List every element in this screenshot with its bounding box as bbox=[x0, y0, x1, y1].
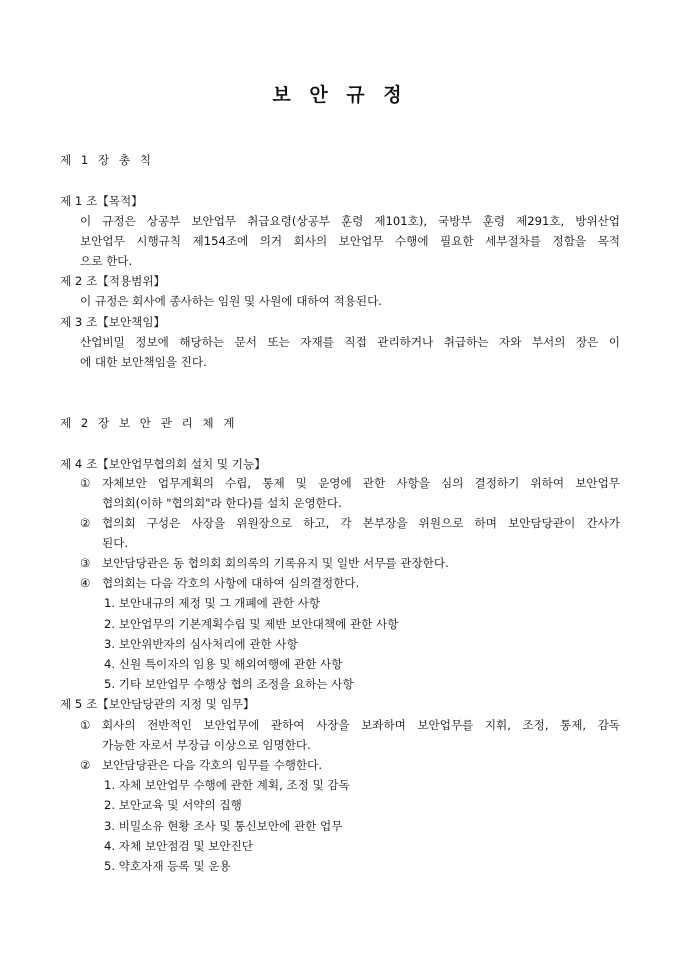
article-5-item-1-line: 회사의 전반적인 보안업무에 관하여 사장을 보좌하며 보안업무를 지휘, 조정, 통제, 감독 bbox=[102, 718, 620, 732]
article-1-line: 보안업무 시행규칙 제154조에 의거 회사의 보안업무 수행에 필요한 세부절차를 정함을 목적 bbox=[80, 234, 620, 248]
article-4-item-3-line: 보안담당관은 동 협의회 회의록의 기록유지 및 일반 서무를 관장한다. bbox=[102, 556, 449, 570]
article-4-item-4-number: ④ bbox=[80, 576, 91, 590]
article-3-line: 산업비밀 정보에 해당하는 문서 또는 자재를 직접 관리하거나 취급하는 자와 부서의 장은 이 bbox=[80, 335, 620, 349]
article-1-line: 으로 한다. bbox=[80, 254, 133, 268]
article-4-subitem: 2. 보안업무의 기본계획수립 및 제반 보안대책에 관한 사항 bbox=[104, 617, 399, 631]
article-4-item-4-line: 협의회는 다음 각호의 사항에 대하여 심의결정한다. bbox=[102, 576, 360, 590]
page-title: 보 안 규 정 bbox=[272, 84, 408, 106]
article-1-line: 이 규정은 상공부 보안업무 취급요령(상공부 훈령 제101호), 국방부 훈령 제291호, 방위산업 bbox=[80, 214, 620, 228]
article-2-line: 이 규정은 회사에 종사하는 임원 및 사원에 대하여 적용된다. bbox=[80, 294, 382, 308]
article-5-item-1-line: 가능한 자로서 부장급 이상으로 임명한다. bbox=[102, 738, 311, 752]
article-4-item-3-number: ③ bbox=[80, 556, 91, 570]
article-5-subitem: 1. 자체 보안업무 수행에 관한 계획, 조정 및 감독 bbox=[104, 778, 350, 792]
article-3-line: 에 대한 보안책임을 진다. bbox=[80, 355, 207, 369]
article-5-subitem: 4. 자체 보안점검 및 보안진단 bbox=[104, 839, 253, 853]
article-2-heading: 제 2 조【적용범위】 bbox=[60, 274, 166, 288]
article-4-item-1-line: 협의회(이하 "협의회"라 한다)를 설치 운영한다. bbox=[102, 496, 342, 510]
article-5-subitem: 3. 비밀소유 현황 조사 및 통신보안에 관한 업무 bbox=[104, 819, 343, 833]
article-5-item-2-line: 보안담당관은 다음 각호의 임무를 수행한다. bbox=[102, 758, 323, 772]
chapter-1-heading: 제 1 장 총 칙 bbox=[60, 153, 151, 167]
article-5-heading: 제 5 조【보안담당관의 지정 및 임무】 bbox=[60, 697, 255, 711]
article-5-item-2-number: ② bbox=[80, 758, 91, 772]
article-4-item-1-number: ① bbox=[80, 476, 91, 490]
article-5-subitem: 2. 보안교육 및 서약의 집행 bbox=[104, 798, 242, 812]
article-5-subitem: 5. 약호자재 등록 및 운용 bbox=[104, 859, 231, 873]
article-4-subitem: 3. 보안위반자의 심사처리에 관한 사항 bbox=[104, 637, 298, 651]
article-5-item-1-number: ① bbox=[80, 718, 91, 732]
article-1-heading: 제 1 조【목적】 bbox=[60, 194, 143, 208]
article-4-item-1-line: 자체보안 업무계획의 수립, 통제 및 운영에 관한 사항을 심의 결정하기 위하여 보안업무 bbox=[102, 476, 620, 490]
article-4-heading: 제 4 조【보안업무협의회 설치 및 기능】 bbox=[60, 457, 266, 471]
article-4-item-2-number: ② bbox=[80, 516, 91, 530]
article-4-item-2-line: 된다. bbox=[102, 536, 129, 550]
article-4-subitem: 4. 신원 특이자의 임용 및 해외여행에 관한 사항 bbox=[104, 657, 343, 671]
article-4-subitem: 5. 기타 보안업무 수행상 협의 조정을 요하는 사항 bbox=[104, 677, 354, 691]
chapter-2-heading: 제 2 장 보 안 관 리 체 계 bbox=[60, 416, 235, 430]
article-4-item-2-line: 협의회 구성은 사장을 위원장으로 하고, 각 본부장을 위원으로 하며 보안담당관이 간사가 bbox=[102, 516, 620, 530]
article-3-heading: 제 3 조【보안책임】 bbox=[60, 315, 166, 329]
article-4-subitem: 1. 보안내규의 제정 및 그 개폐에 관한 사항 bbox=[104, 596, 321, 610]
